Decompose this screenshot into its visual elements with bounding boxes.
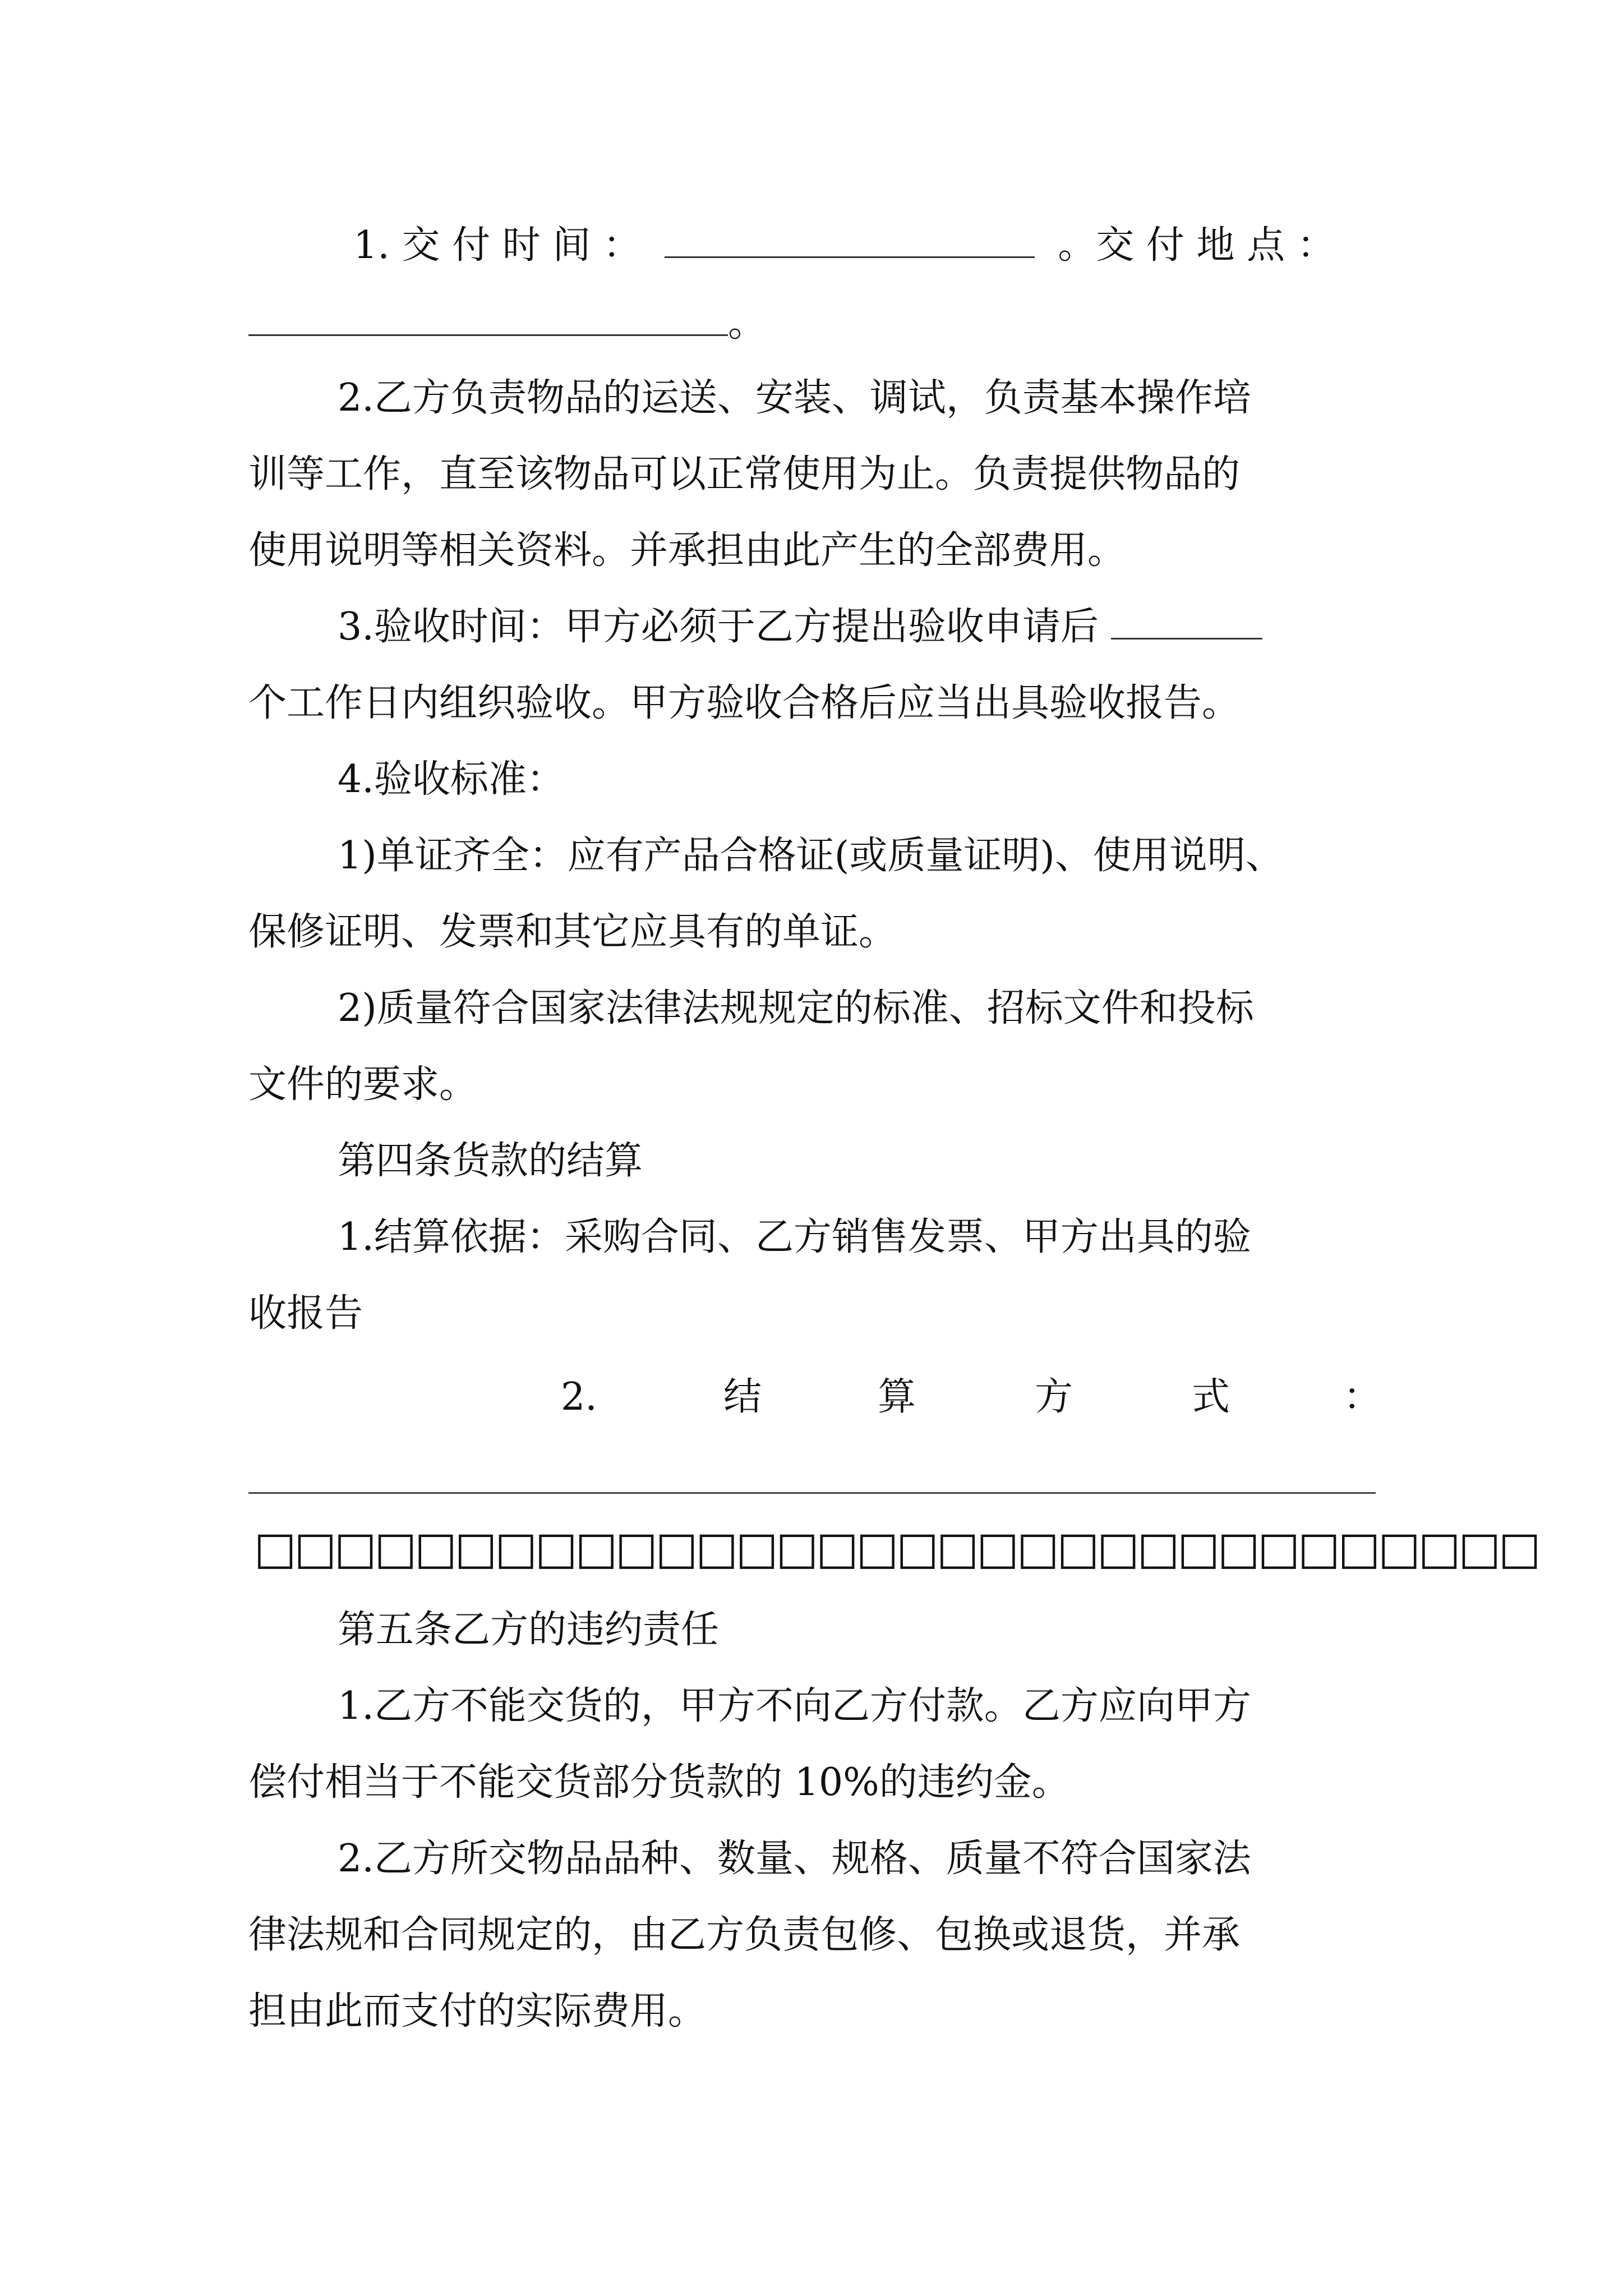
section5-heading: 第五条乙方的违约责任 bbox=[338, 1608, 720, 1652]
delivery-place-blank[interactable] bbox=[248, 302, 728, 336]
section5-item2-line-2: 律法规和合同规定的，由乙方负责包修、包换或退货，并承 bbox=[248, 1913, 1241, 1957]
item4-sub2-line-1: 2)质量符合国家法律法规规定的标准、招标文件和投标 bbox=[338, 986, 1254, 1030]
settlement-method-char-1: 结 bbox=[723, 1375, 762, 1419]
section5-item2-line-3: 担由此而支付的实际费用。 bbox=[248, 1989, 707, 2033]
delivery-time-blank[interactable] bbox=[665, 224, 1035, 258]
settlement-method-char-2: 算 bbox=[878, 1375, 916, 1419]
acceptance-days-blank[interactable] bbox=[1111, 605, 1262, 639]
acceptance-time-text: 3.验收时间：甲方必须于乙方提出验收申请后 bbox=[338, 605, 1099, 649]
section5-item1-line-1: 1.乙方不能交货的，甲方不向乙方付款。乙方应向甲方 bbox=[338, 1684, 1251, 1728]
placeholder-boxes: □□□□□□□□□□□□□□□□□□□□□□□□□□□□□□□□ bbox=[254, 1522, 1539, 1574]
section5-item2-line-1: 2.乙方所交物品品种、数量、规格、质量不符合国家法 bbox=[338, 1837, 1251, 1881]
section4-heading: 第四条货款的结算 bbox=[338, 1139, 643, 1183]
item3-line-2: 个工作日内组织验收。甲方验收合格后应当出具验收报告。 bbox=[248, 681, 1241, 725]
item2-line-3: 使用说明等相关资料。并承担由此产生的全部费用。 bbox=[248, 528, 1126, 573]
settlement-method-colon: ： bbox=[1343, 1375, 1382, 1419]
delivery-line-2 bbox=[248, 296, 1393, 352]
item4-title: 4.验收标准： bbox=[338, 757, 565, 802]
delivery-time-label: 1. 交 付 时 间 ： bbox=[353, 223, 641, 268]
item3-line-1 bbox=[338, 599, 1392, 655]
delivery-place-label: 。交 付 地 点 ： bbox=[1058, 223, 1335, 268]
item2-line-2: 训等工作，直至该物品可以正常使用为止。负责提供物品的 bbox=[248, 452, 1241, 496]
settlement-method-blank[interactable] bbox=[248, 1492, 1376, 1494]
delivery-line-1 bbox=[353, 218, 1396, 274]
section5-item1-line-2: 偿付相当于不能交货部分货款的 10%的违约金。 bbox=[248, 1760, 1070, 1805]
item2-line-1: 2.乙方负责物品的运送、安装、调试，负责基本操作培 bbox=[338, 376, 1251, 420]
delivery-place-end: 。 bbox=[728, 301, 767, 346]
section4-item1-line-2: 收报告 bbox=[248, 1291, 363, 1336]
section4-item1-line-1: 1.结算依据：采购合同、乙方销售发票、甲方出具的验 bbox=[338, 1215, 1251, 1259]
settlement-method-number: 2. bbox=[561, 1375, 597, 1419]
item4-sub2-line-2: 文件的要求。 bbox=[248, 1062, 478, 1107]
item4-sub1-line-1: 1)单证齐全：应有产品合格证(或质量证明)、使用说明、 bbox=[338, 834, 1284, 878]
item4-sub1-line-2: 保修证明、发票和其它应具有的单证。 bbox=[248, 910, 897, 954]
settlement-method-char-3: 方 bbox=[1035, 1375, 1073, 1419]
settlement-method-char-4: 式 bbox=[1192, 1375, 1230, 1419]
settlement-placeholder-row bbox=[248, 1522, 1539, 1574]
